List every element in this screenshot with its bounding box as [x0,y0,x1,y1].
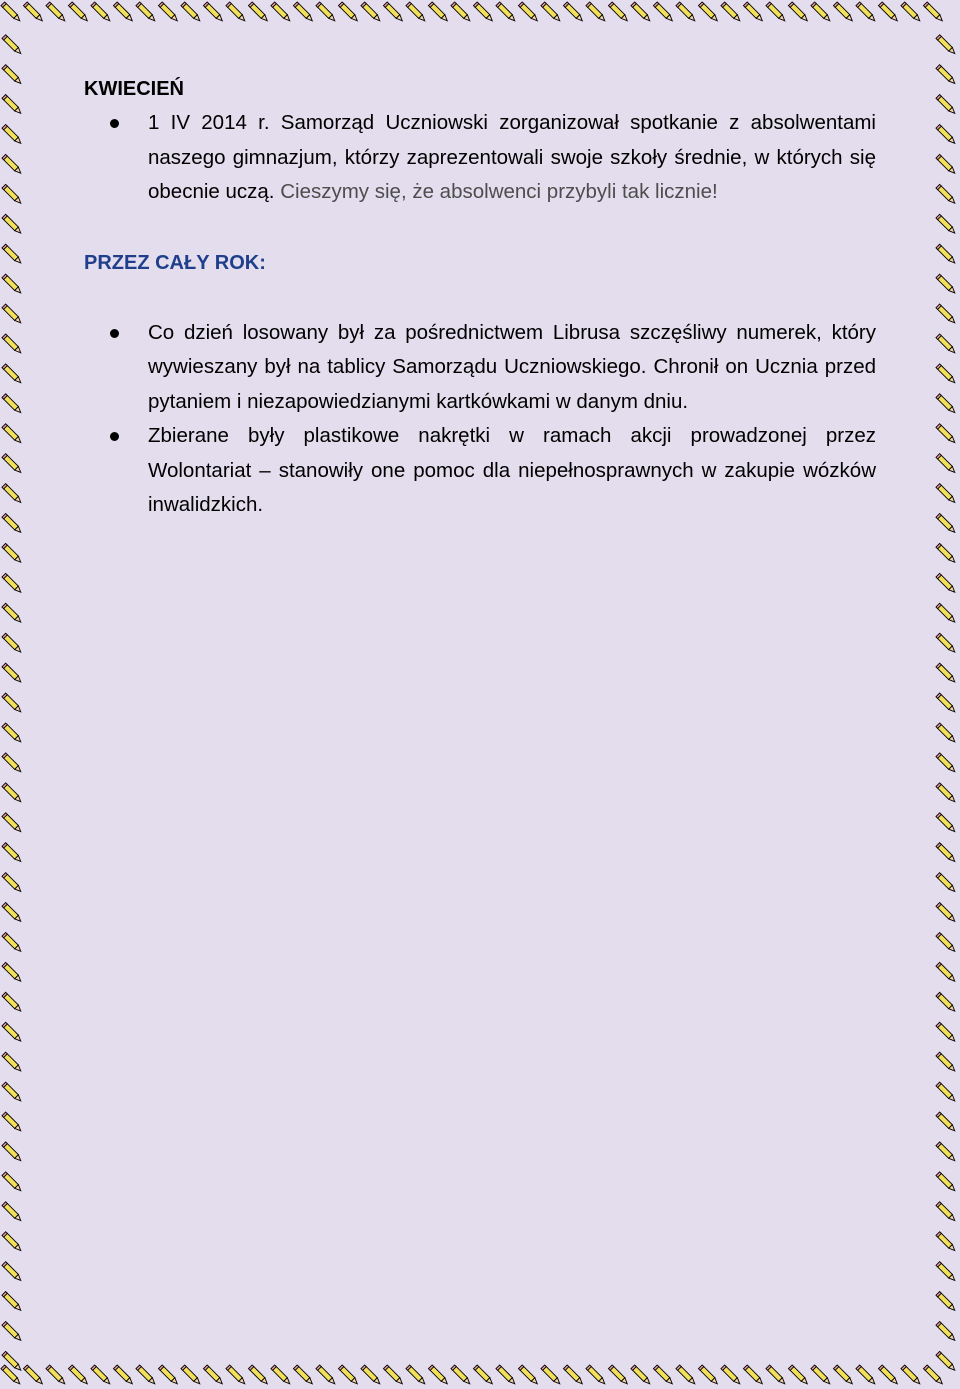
list-item [84,316,876,420]
pencil-icon [518,1365,539,1386]
pencil-icon [2,663,23,684]
pencil-icon [563,1365,584,1386]
pencil-icon [698,1365,719,1386]
pencil-icon [68,2,89,23]
pencil-icon [1,2,22,23]
pencil-icon [833,2,854,23]
pencil-icon [936,873,957,894]
pencil-border-top [1,2,944,23]
pencil-icon [936,394,957,415]
pencil-icon [361,1365,382,1386]
pencil-icon [2,1262,23,1283]
pencil-icon [316,1365,337,1386]
pencil-icon [2,1112,23,1133]
bullet-icon [110,432,119,441]
pencil-icon [496,1365,517,1386]
pencil-icon [158,2,179,23]
pencil-icon [46,2,67,23]
pencil-icon [936,484,957,505]
section-heading-all-year: PRZEZ CAŁY ROK: [84,251,266,274]
pencil-icon [181,1365,202,1386]
pencil-icon [2,873,23,894]
pencil-icon [338,1365,359,1386]
pencil-icon [2,813,23,834]
pencil-icon [2,543,23,564]
pencil-icon [936,1321,957,1342]
pencil-icon [936,753,957,774]
pencil-icon [451,2,472,23]
pencil-icon [901,1365,922,1386]
list-item [84,106,876,210]
pencil-border-right [936,35,957,1372]
pencil-icon [698,2,719,23]
pencil-icon [2,154,23,175]
pencil-icon [2,35,23,56]
pencil-icon [2,1292,23,1313]
pencil-icon [936,932,957,953]
pencil-icon [2,753,23,774]
pencil-icon [46,1365,67,1386]
pencil-icon [338,2,359,23]
pencil-icon [2,573,23,594]
pencil-icon [2,454,23,475]
pencil-icon [936,813,957,834]
pencil-icon [2,1321,23,1342]
pencil-icon [473,1365,494,1386]
pencil-border-left [2,35,23,1372]
pencil-icon [2,214,23,235]
pencil-icon [653,1365,674,1386]
pencil-icon [811,2,832,23]
pencil-icon [2,633,23,654]
pencil-icon [2,1022,23,1043]
pencil-icon [936,1292,957,1313]
pencil-icon [91,2,112,23]
pencil-icon [936,454,957,475]
pencil-icon [136,2,157,23]
pencil-icon [936,304,957,325]
pencil-icon [721,1365,742,1386]
bullet-icon [110,119,119,128]
pencil-icon [316,2,337,23]
pencil-icon [936,603,957,624]
pencil-icon [936,962,957,983]
list-item-text: 1 IV 2014 r. Samorząd Uczniowski zorganizował spotkanie z absolwentami naszego gimnazjum, którzy zaprezentowali swoje szkoły średnie, w których się obecnie uczą. [148,111,876,203]
pencil-icon [158,1365,179,1386]
pencil-icon [901,2,922,23]
pencil-icon [936,65,957,86]
pencil-icon [936,424,957,445]
pencil-icon [676,2,697,23]
pencil-icon [608,2,629,23]
pencil-icon [936,1232,957,1253]
pencil-icon [2,1052,23,1073]
pencil-icon [676,1365,697,1386]
list-item-text-extra: Cieszymy się, że absolwenci przybyli tak licznie! [274,180,718,203]
pencil-icon [936,783,957,804]
pencil-icon [936,514,957,535]
pencil-icon [936,35,957,56]
pencil-icon [766,2,787,23]
pencil-icon [936,1082,957,1103]
pencil-icon [743,1365,764,1386]
pencil-icon [936,1262,957,1283]
all-year-list [84,316,876,523]
pencil-icon [631,2,652,23]
pencil-icon [923,2,944,23]
pencil-icon [2,244,23,265]
pencil-icon [2,1142,23,1163]
pencil-icon [2,334,23,355]
pencil-icon [226,2,247,23]
pencil-icon [428,2,449,23]
pencil-icon [833,1365,854,1386]
pencil-icon [936,244,957,265]
pencil-icon [936,214,957,235]
pencil-icon [923,1365,944,1386]
pencil-icon [2,394,23,415]
pencil-icon [936,334,957,355]
pencil-icon [936,693,957,714]
pencil-icon [293,1365,314,1386]
pencil-icon [406,2,427,23]
pencil-icon [936,573,957,594]
pencil-icon [248,1365,269,1386]
pencil-icon [631,1365,652,1386]
pencil-icon [2,95,23,116]
pencil-icon [936,723,957,744]
pencil-icon [608,1365,629,1386]
pencil-icon [2,1172,23,1193]
pencil-icon [2,932,23,953]
pencil-icon [936,1351,957,1372]
pencil-icon [293,2,314,23]
pencil-icon [878,1365,899,1386]
pencil-icon [936,124,957,145]
pencil-icon [2,274,23,295]
pencil-icon [2,1232,23,1253]
pencil-icon [428,1365,449,1386]
pencil-icon [203,1365,224,1386]
pencil-icon [856,1365,877,1386]
pencil-icon [563,2,584,23]
pencil-icon [2,65,23,86]
pencil-icon [936,274,957,295]
document-content [84,72,876,523]
pencil-icon [2,903,23,924]
pencil-icon [878,2,899,23]
pencil-icon [2,1202,23,1223]
section-heading-april: KWIECIEŃ [84,78,184,100]
pencil-icon [856,2,877,23]
pencil-icon [541,1365,562,1386]
pencil-icon [2,124,23,145]
pencil-icon [2,484,23,505]
pencil-icon [113,1365,134,1386]
pencil-icon [788,1365,809,1386]
pencil-icon [248,2,269,23]
pencil-icon [936,633,957,654]
pencil-icon [586,2,607,23]
pencil-icon [271,1365,292,1386]
pencil-icon [2,1082,23,1103]
pencil-icon [936,1202,957,1223]
pencil-icon [383,2,404,23]
pencil-icon [2,603,23,624]
pencil-icon [383,1365,404,1386]
pencil-icon [936,903,957,924]
pencil-icon [936,154,957,175]
pencil-icon [936,1052,957,1073]
pencil-icon [721,2,742,23]
list-item-text: Zbierane były plastikowe nakrętki w ramach akcji prowadzonej przez Wolontariat – stanowiły one pomoc dla niepełnosprawnych w zakupie wózków inwalidzkich. [148,424,876,516]
pencil-icon [68,1365,89,1386]
pencil-icon [203,2,224,23]
pencil-icon [936,364,957,385]
pencil-icon [936,1022,957,1043]
april-list [84,106,876,210]
pencil-icon [936,1172,957,1193]
pencil-icon [271,2,292,23]
pencil-icon [2,843,23,864]
pencil-icon [136,1365,157,1386]
pencil-icon [2,783,23,804]
pencil-icon [496,2,517,23]
pencil-icon [406,1365,427,1386]
pencil-icon [936,663,957,684]
pencil-icon [2,514,23,535]
pencil-icon [2,184,23,205]
pencil-icon [586,1365,607,1386]
pencil-icon [23,2,44,23]
pencil-icon [936,843,957,864]
pencil-icon [91,1365,112,1386]
pencil-icon [113,2,134,23]
pencil-icon [2,693,23,714]
list-item [84,419,876,523]
pencil-icon [2,992,23,1013]
pencil-icon [23,1365,44,1386]
pencil-icon [361,2,382,23]
pencil-icon [2,304,23,325]
pencil-border-bottom [1,1365,944,1386]
pencil-icon [2,424,23,445]
pencil-icon [788,2,809,23]
pencil-icon [936,1142,957,1163]
pencil-icon [518,2,539,23]
pencil-icon [2,364,23,385]
pencil-icon [541,2,562,23]
pencil-icon [181,2,202,23]
pencil-icon [811,1365,832,1386]
pencil-icon [936,1112,957,1133]
pencil-icon [2,723,23,744]
pencil-icon [936,992,957,1013]
bullet-icon [110,329,119,338]
list-item-text: Co dzień losowany był za pośrednictwem Librusa szczęśliwy numerek, który wywieszany był na tablicy Samorządu Uczniowskiego. Chronił on Ucznia przed pytaniem i niezapowiedzianymi kartkówkami w danym dniu. [148,320,876,413]
pencil-icon [653,2,674,23]
pencil-icon [226,1365,247,1386]
pencil-icon [743,2,764,23]
pencil-icon [766,1365,787,1386]
pencil-icon [473,2,494,23]
pencil-icon [2,962,23,983]
pencil-icon [451,1365,472,1386]
pencil-icon [936,184,957,205]
pencil-icon [936,95,957,116]
pencil-icon [936,543,957,564]
